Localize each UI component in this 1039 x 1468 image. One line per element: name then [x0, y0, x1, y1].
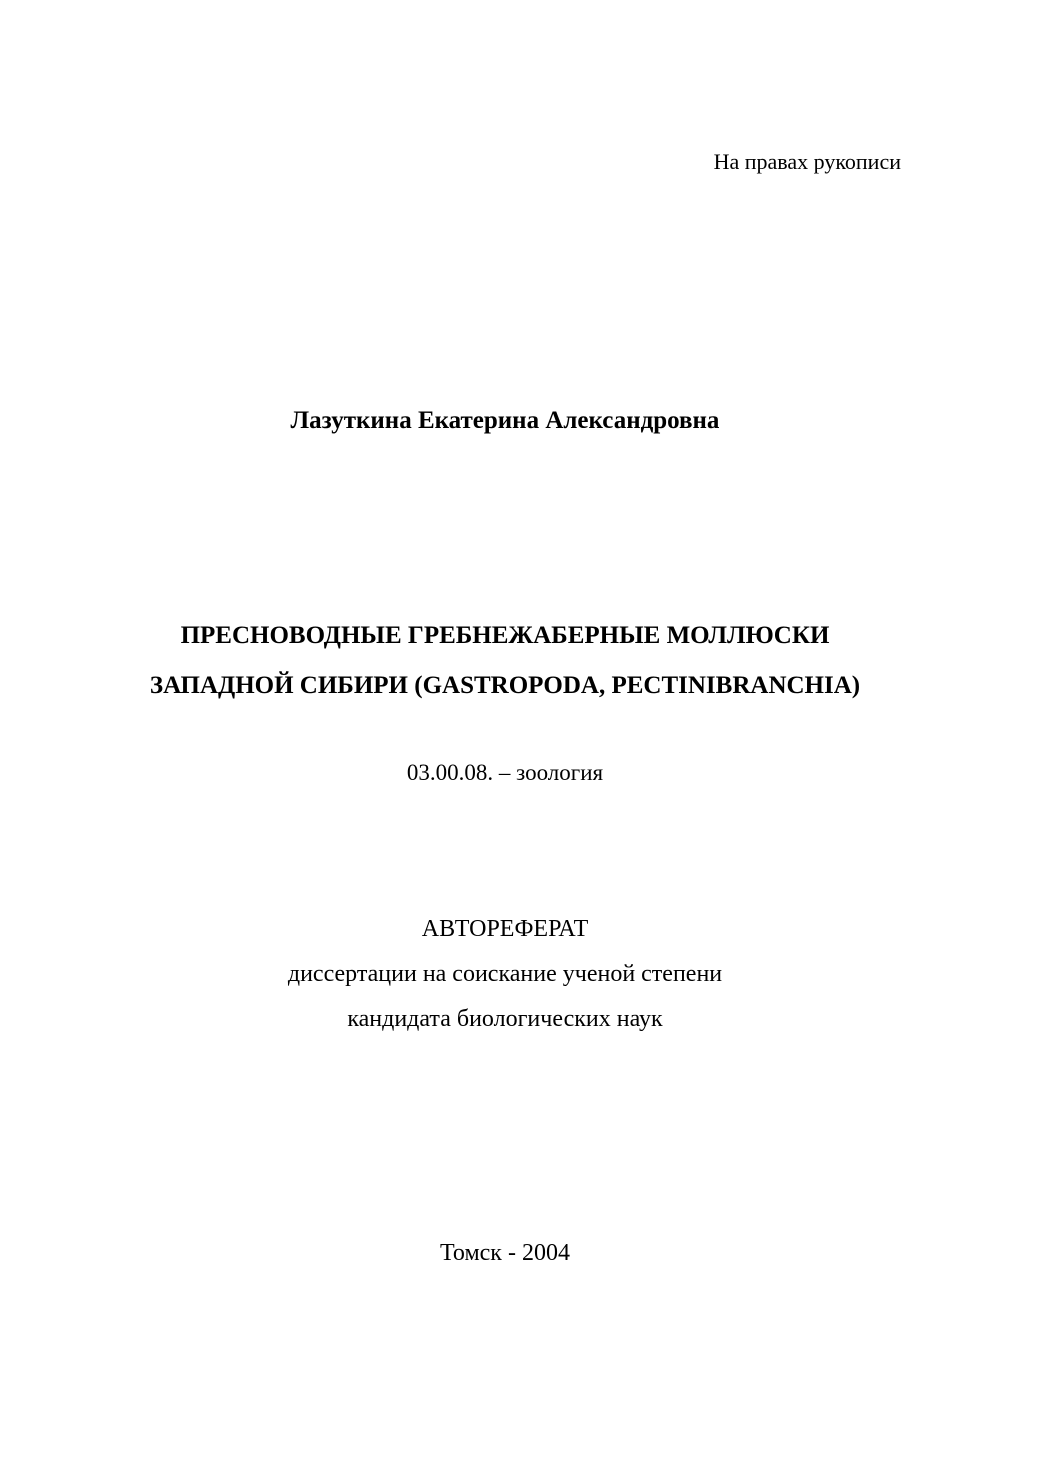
title-line-2: ЗАПАДНОЙ СИБИРИ (GASTROPODA, PECTINIBRANCHIA) [149, 672, 861, 699]
specialty-code: 03.00.08. – зоология [406, 760, 604, 785]
title-line-1: ПРЕСНОВОДНЫЕ ГРЕБНЕЖАБЕРНЫЕ МОЛЛЮСКИ [180, 622, 830, 649]
document-type: АВТОРЕФЕРАТ [421, 916, 589, 942]
place-and-year: Томск - 2004 [440, 1240, 570, 1266]
manuscript-rights-note: На правах рукописи [713, 149, 901, 174]
author-name: Лазуткина Екатерина Александровна [290, 407, 720, 434]
degree-description-line-2: кандидата биологических наук [347, 1006, 663, 1032]
degree-description-line-1: диссертации на соискание ученой степени [287, 961, 723, 987]
